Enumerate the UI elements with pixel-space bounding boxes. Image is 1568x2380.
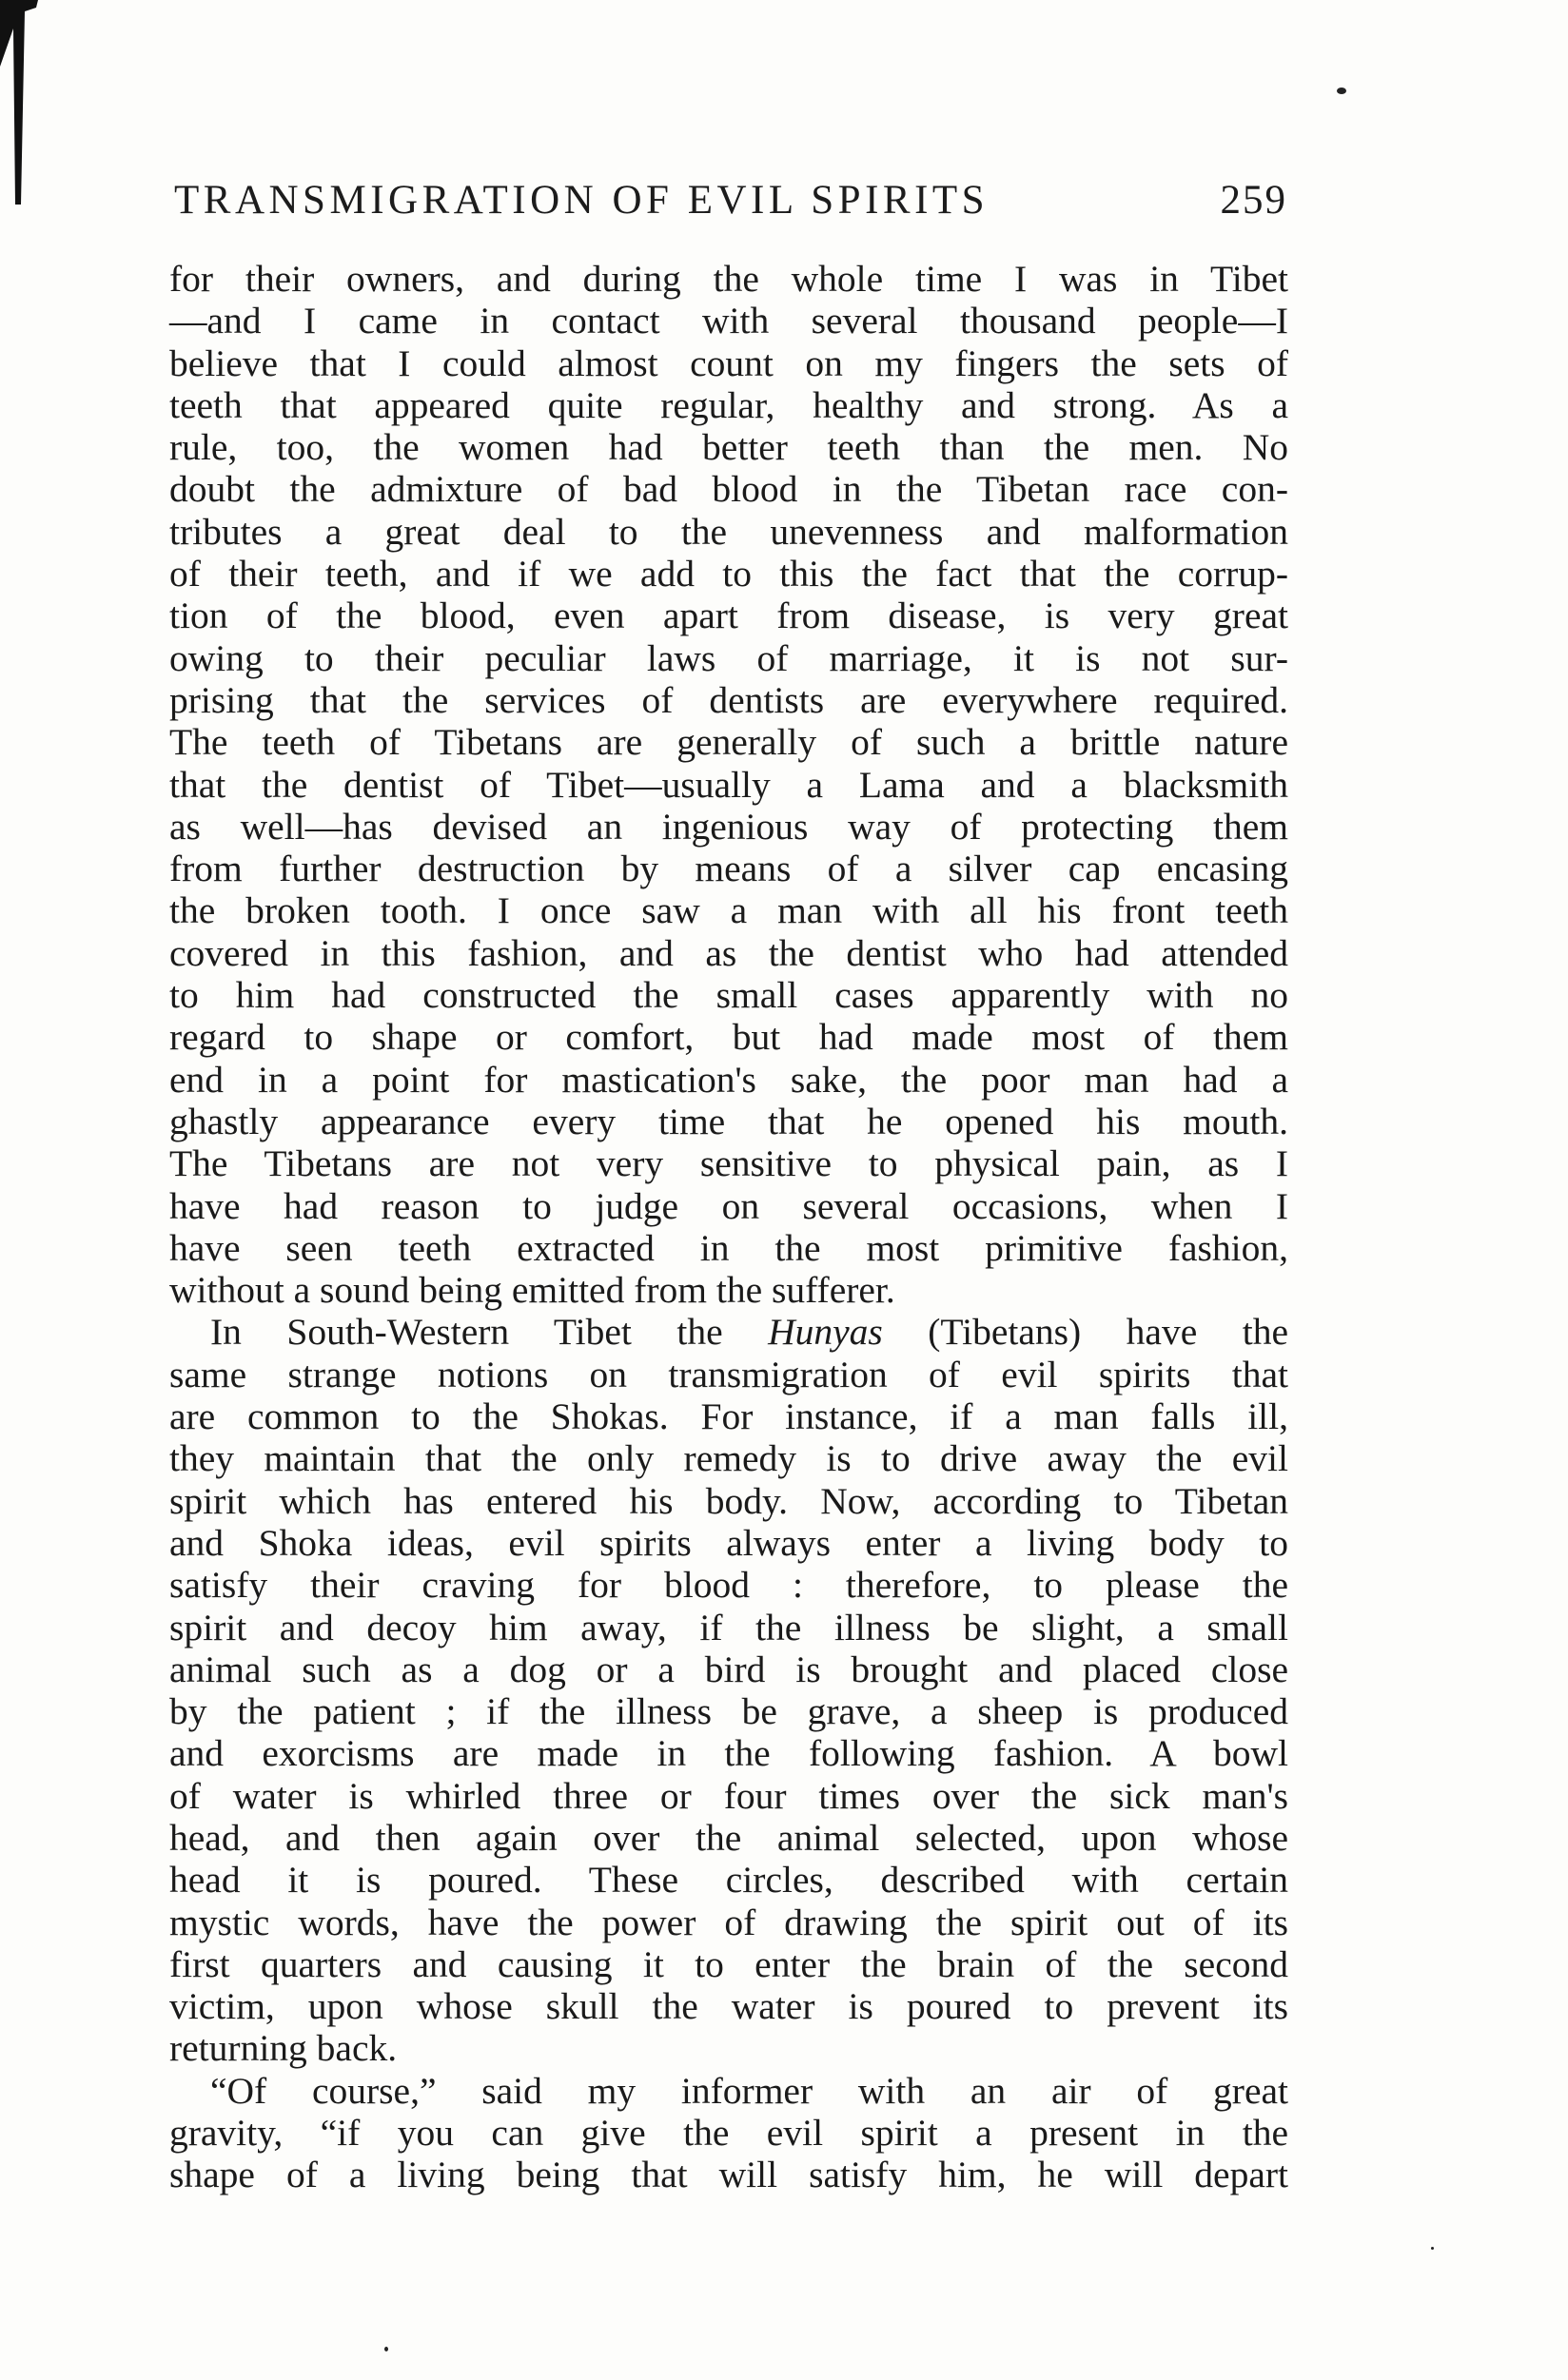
text-line: tributes a great deal to the unevenness and malformation (169, 510, 1288, 553)
text-line: returning back. (169, 2027, 398, 2070)
paragraph-first-line: “Of course,” said my informer with an air of great (210, 2069, 1288, 2112)
ink-speck (1431, 2247, 1434, 2250)
text-line: The teeth of Tibetans are generally of such a brittle nature (169, 721, 1288, 764)
text-line: by the patient ; if the illness be grave, a sheep is produced (169, 1690, 1288, 1733)
text-line: tion of the blood, even apart from disease, is very great (169, 595, 1288, 637)
text-line: victim, upon whose skull the water is poured to prevent its (169, 1985, 1288, 2028)
text-line: without a sound being emitted from the sufferer. (169, 1269, 895, 1312)
text-line: covered in this fashion, and as the dentist who had attended (169, 931, 1288, 974)
text-line: gravity, “if you can give the evil spirit a present in the (169, 2112, 1288, 2155)
text-line: mystic words, have the power of drawing the spirit out of its (169, 1901, 1288, 1943)
paragraph-first-line (169, 1311, 1288, 1353)
text-line: first quarters and causing it to enter the brain of the second (169, 1942, 1288, 1985)
page-number: 259 (1220, 178, 1287, 223)
text-line: same strange notions on transmigration of evil spirits that (169, 1353, 1288, 1395)
text-line: to him had constructed the small cases apparently with no (169, 974, 1288, 1017)
ink-speck (1337, 88, 1346, 94)
text-line: for their owners, and during the whole time I was in Tibet (169, 258, 1288, 300)
text-line: head it is poured. These circles, described with certain (169, 1859, 1288, 1902)
text-line: of water is whirled three or four times over the sick man's (169, 1774, 1288, 1817)
text-line: spirit which has entered his body. Now, according to Tibetan (169, 1479, 1288, 1522)
text-line: have had reason to judge on several occasions, when I (169, 1184, 1288, 1227)
text-run: In South-Western Tibet the (210, 1311, 769, 1354)
text-line: believe that I could almost count on my fingers the sets of (169, 341, 1288, 384)
text-line: they maintain that the only remedy is to drive away the evil (169, 1437, 1288, 1480)
text-line: spirit and decoy him away, if the illness be slight, a small (169, 1606, 1288, 1648)
italic-term: Hunyas (768, 1311, 883, 1354)
running-title: TRANSMIGRATION OF EVIL SPIRITS (174, 178, 990, 223)
binding-mark (0, 0, 38, 205)
text-line: head, and then again over the animal selected, upon whose (169, 1816, 1288, 1859)
text-line: rule, too, the women had better teeth than the men. No (169, 426, 1288, 469)
text-line: that the dentist of Tibet—usually a Lama and a blacksmith (169, 763, 1288, 806)
running-head (174, 177, 1287, 234)
text-line: satisfy their craving for blood : therefore, to please the (169, 1564, 1288, 1607)
text-line: animal such as a dog or a bird is brought and placed close (169, 1648, 1288, 1690)
text-line: doubt the admixture of bad blood in the Tibetan race con- (169, 468, 1288, 511)
text-line: teeth that appeared quite regular, healthy and strong. As a (169, 383, 1288, 426)
text-line: The Tibetans are not very sensitive to physical pain, as I (169, 1142, 1288, 1185)
text-line: the broken tooth. I once saw a man with all his front teeth (169, 889, 1288, 932)
text-line: regard to shape or comfort, but had made most of them (169, 1016, 1288, 1059)
text-line: prising that the services of dentists are everywhere required. (169, 678, 1288, 721)
text-line: as well—has devised an ingenious way of protecting them (169, 805, 1288, 848)
text-line: ghastly appearance every time that he opened his mouth. (169, 1100, 1288, 1142)
text-line: owing to their peculiar laws of marriage, it is not sur- (169, 636, 1288, 679)
text-line: —and I came in contact with several thousand people—I (169, 300, 1288, 342)
ink-speck (384, 2347, 388, 2351)
text-run: (Tibetans) have the (882, 1311, 1288, 1354)
text-line: are common to the Shokas. For instance, if a man falls ill, (169, 1395, 1288, 1438)
text-line: and exorcisms are made in the following fashion. A bowl (169, 1732, 1288, 1775)
body-text (169, 258, 1288, 2196)
text-line: and Shoka ideas, evil spirits always enter a living body to (169, 1521, 1288, 1564)
text-line: shape of a living being that will satisfy him, he will depart (169, 2154, 1288, 2196)
text-line: have seen teeth extracted in the most primitive fashion, (169, 1226, 1288, 1269)
text-line: from further destruction by means of a silver cap encasing (169, 848, 1288, 890)
text-line: end in a point for mastication's sake, the poor man had a (169, 1058, 1288, 1101)
text-line: of their teeth, and if we add to this the fact that the corrup- (169, 553, 1288, 595)
